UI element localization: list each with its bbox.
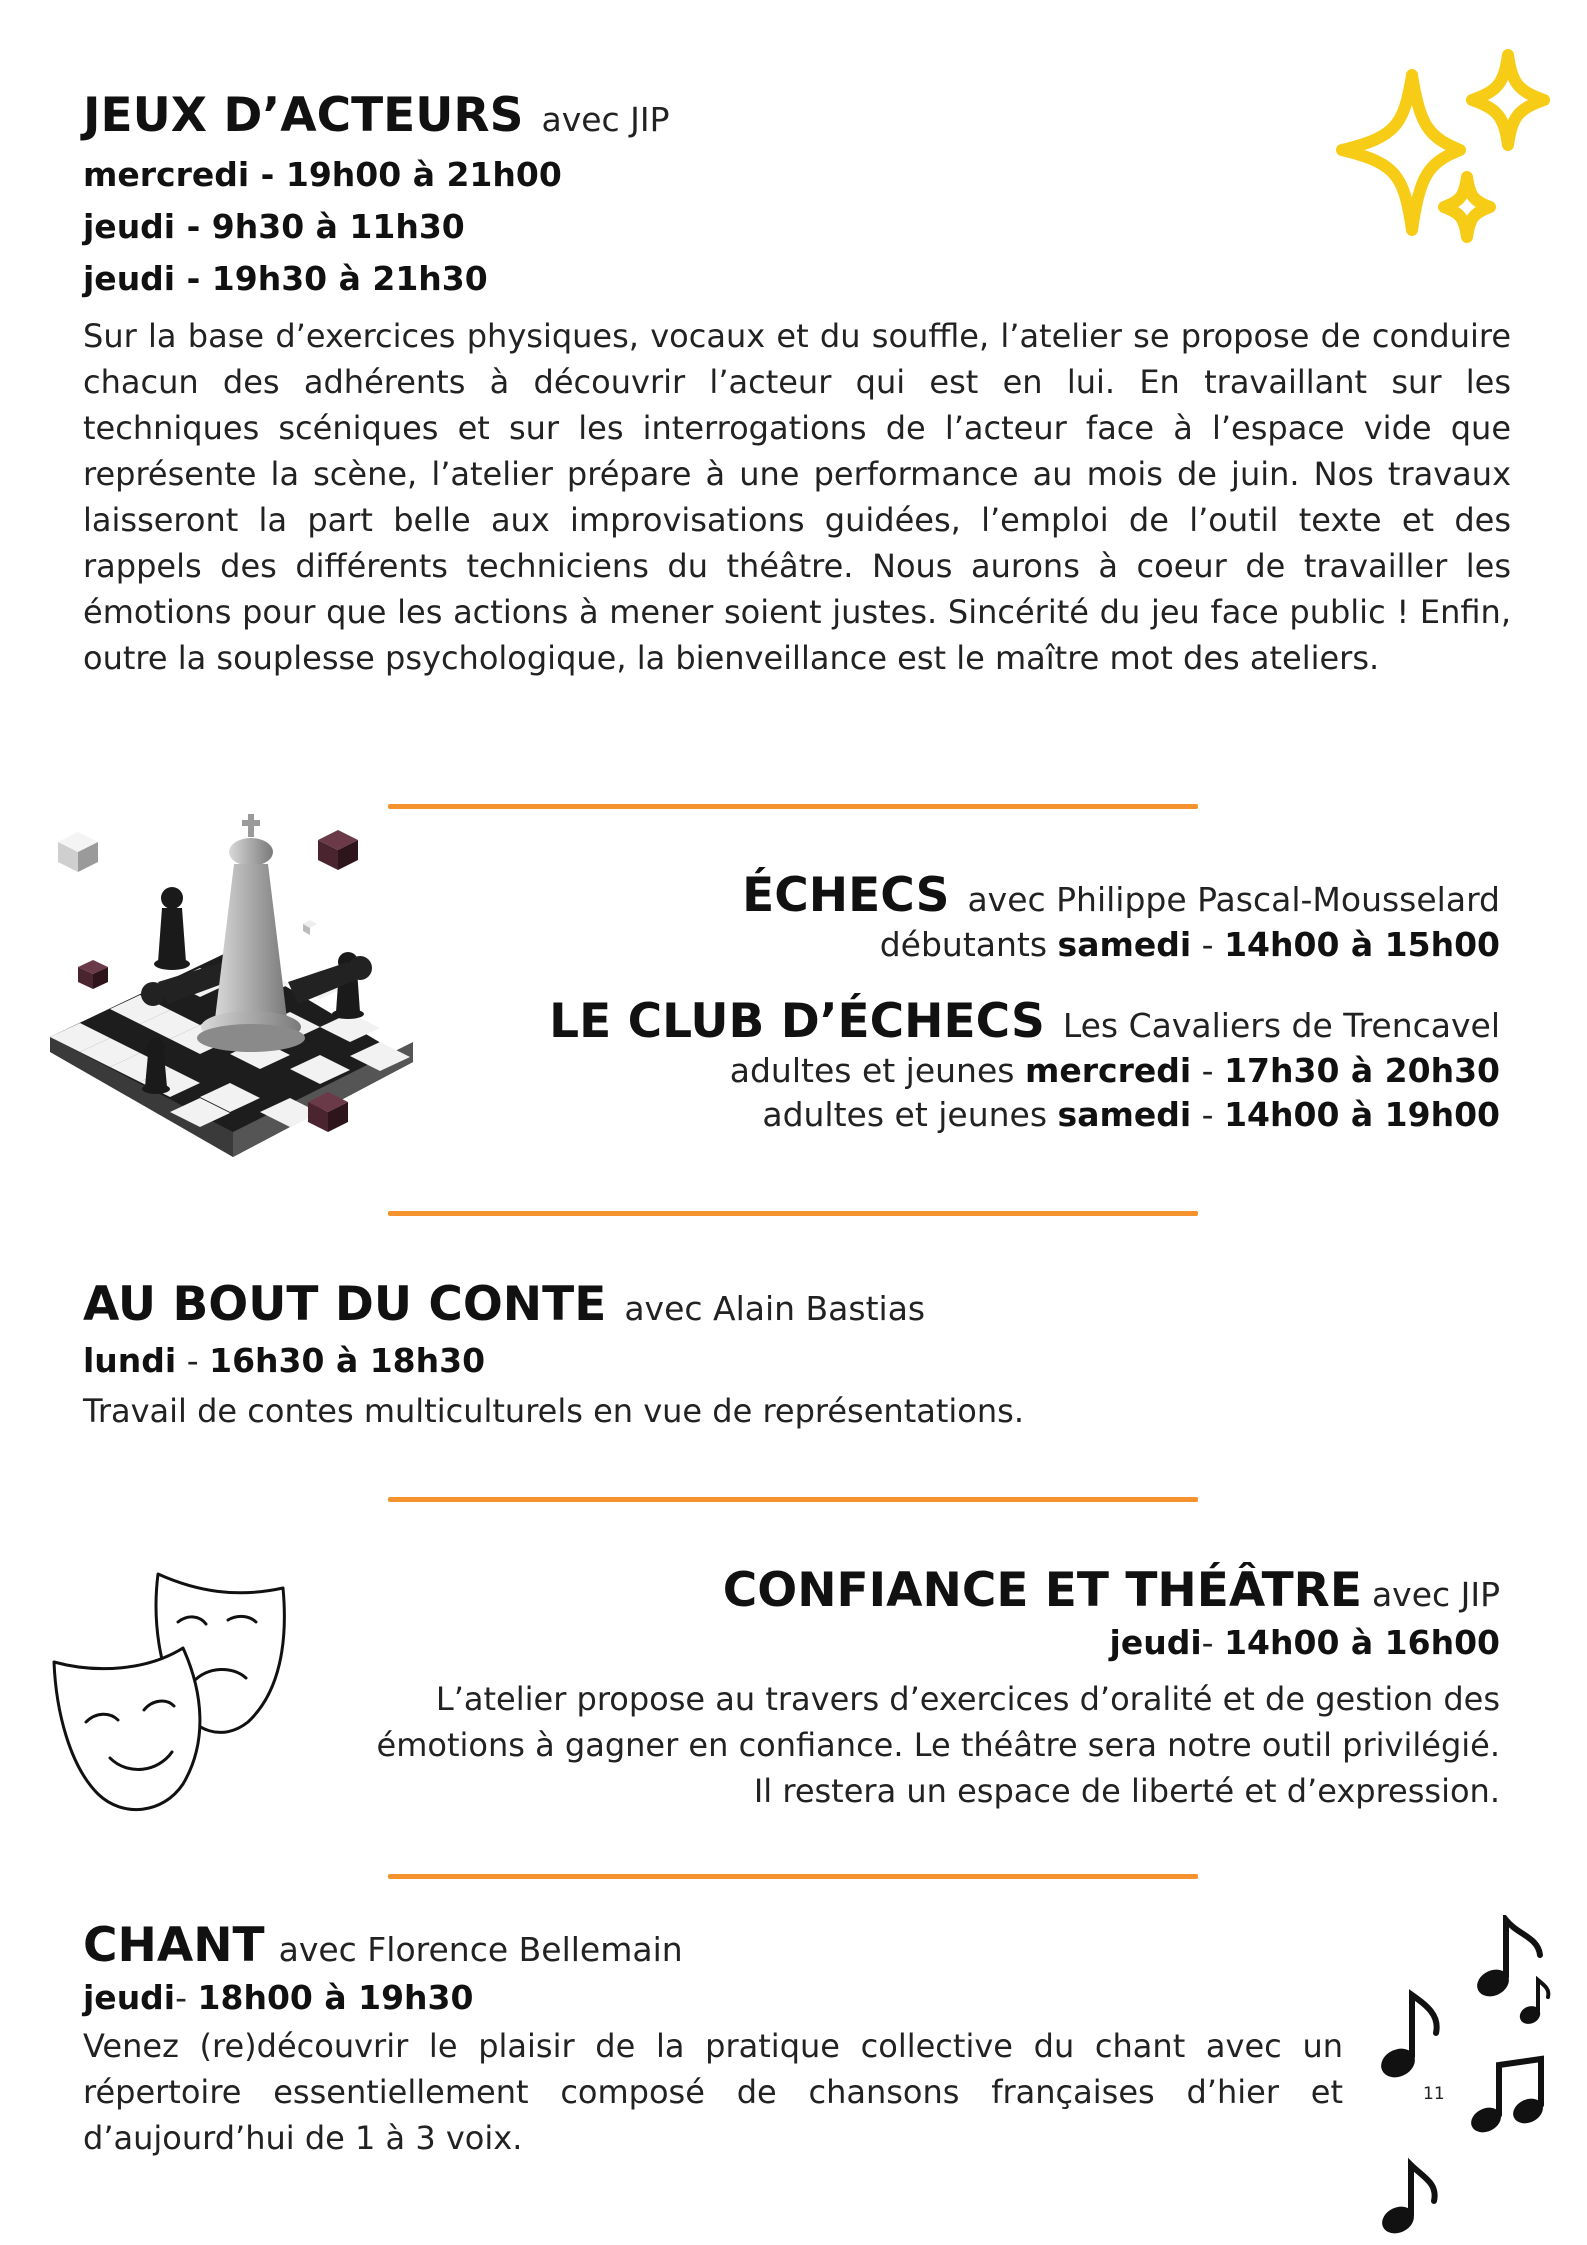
schedule-day: jeudi bbox=[1109, 1623, 1202, 1662]
section-title: JEUX D’ACTEURS bbox=[83, 88, 524, 143]
schedule-line bbox=[300, 1618, 1500, 1668]
schedule-prefix: adultes et jeunes bbox=[729, 1051, 1025, 1090]
schedule-separator: - bbox=[175, 1978, 198, 2017]
schedule-line: jeudi - 19h30 à 21h30 bbox=[83, 259, 488, 298]
section-description: Sur la base d’exercices physiques, vocaux et du souffle, l’atelier se propose de conduire chacun des adhérents à découvrir l’acteur qui est en lui. En travaillant sur les techniques scéniques et sur les interrogations de l’acteur face à l’espace vide que représente la scène, l’atelier prépare à une performance au mois de juin. Nos travaux laisseront la part belle aux improvisations guidées, l’emploi de l’outil texte et des rappels des différents techniciens du théâtre. Nous aurons à coeur de travailler les émotions pour que les actions à mener soient justes. Sincérité du jeu face public ! Enfin, outre la souplesse psychologique, la bienveillance est le maître mot des ateliers. bbox=[83, 317, 1511, 677]
schedule-line bbox=[430, 1093, 1500, 1137]
schedule-separator: - bbox=[1201, 1623, 1225, 1662]
page-number: 11 bbox=[1423, 2084, 1445, 2104]
schedule-separator: - bbox=[176, 1341, 210, 1380]
schedule-list bbox=[83, 149, 1511, 305]
schedule-time: 17h30 à 20h30 bbox=[1224, 1051, 1500, 1090]
schedule-line bbox=[430, 925, 1500, 964]
section-instructor: avec JIP bbox=[541, 100, 670, 139]
section-instructor: Les Cavaliers de Trencavel bbox=[1062, 1006, 1500, 1045]
schedule-separator: - bbox=[1191, 1095, 1225, 1134]
section-title: ÉCHECS bbox=[742, 868, 950, 923]
divider bbox=[388, 804, 1198, 809]
schedule-line: jeudi - 9h30 à 11h30 bbox=[83, 207, 465, 246]
section-club-echecs bbox=[430, 994, 1500, 1137]
description-line: émotions à gagner en confiance. Le théâtre sera notre outil privilégié. bbox=[376, 1726, 1500, 1764]
description-line: Il restera un espace de liberté et d’expression. bbox=[753, 1772, 1500, 1810]
schedule-day: mercredi bbox=[1024, 1051, 1192, 1090]
schedule-day: samedi bbox=[1057, 925, 1192, 964]
section-instructor: avec JIP bbox=[1371, 1575, 1500, 1614]
schedule-time: 14h00 à 19h00 bbox=[1224, 1095, 1500, 1134]
schedule-line bbox=[83, 1973, 1343, 2023]
section-title: CHANT bbox=[83, 1918, 265, 1973]
section-instructor: avec Philippe Pascal-Mousselard bbox=[967, 880, 1500, 919]
section-title: AU BOUT DU CONTE bbox=[83, 1277, 607, 1332]
divider bbox=[388, 1211, 1198, 1216]
section-description: Travail de contes multiculturels en vue de représentations. bbox=[83, 1392, 1024, 1430]
divider bbox=[388, 1874, 1198, 1879]
section-description bbox=[300, 1676, 1500, 1814]
schedule-prefix: débutants bbox=[879, 925, 1058, 964]
schedule-day: samedi bbox=[1057, 1095, 1192, 1134]
schedule-time: 18h00 à 19h30 bbox=[197, 1978, 474, 2017]
section-conte bbox=[83, 1277, 1511, 1434]
section-description: Venez (re)découvrir le plaisir de la pratique collective du chant avec un répertoire essentiellement composé de chansons françaises d’hier et d’aujourd’hui de 1 à 3 voix. bbox=[83, 2027, 1343, 2157]
section-instructor: avec Florence Bellemain bbox=[278, 1930, 683, 1969]
schedule-time: 14h00 à 16h00 bbox=[1224, 1623, 1500, 1662]
divider bbox=[388, 1497, 1198, 1502]
schedule-separator: - bbox=[1191, 1051, 1225, 1090]
section-chant bbox=[83, 1918, 1343, 2161]
section-jeux-acteurs bbox=[83, 88, 1511, 681]
description-line: L’atelier propose au travers d’exercices d’oralité et de gestion des bbox=[435, 1680, 1500, 1718]
schedule-day: lundi bbox=[83, 1341, 177, 1380]
section-echecs bbox=[430, 868, 1500, 964]
section-title: LE CLUB D’ÉCHECS bbox=[549, 994, 1045, 1049]
section-confiance bbox=[300, 1563, 1500, 1814]
schedule-line bbox=[83, 1336, 1511, 1386]
schedule-time: 16h30 à 18h30 bbox=[209, 1341, 486, 1380]
section-instructor: avec Alain Bastias bbox=[624, 1289, 926, 1328]
theatre-masks-icon bbox=[48, 1562, 294, 1818]
schedule-line: mercredi - 19h00 à 21h00 bbox=[83, 155, 562, 194]
schedule-line bbox=[430, 1049, 1500, 1093]
schedule-day: jeudi bbox=[83, 1978, 176, 2017]
chess-board-icon bbox=[48, 812, 428, 1168]
schedule-separator: - bbox=[1191, 925, 1225, 964]
sparkle-stars-icon bbox=[1320, 45, 1560, 265]
music-notes-icon bbox=[1368, 1915, 1568, 2235]
schedule-time: 14h00 à 15h00 bbox=[1224, 925, 1500, 964]
section-title: CONFIANCE ET THÉÂTRE bbox=[722, 1563, 1362, 1618]
schedule-prefix: adultes et jeunes bbox=[762, 1095, 1058, 1134]
